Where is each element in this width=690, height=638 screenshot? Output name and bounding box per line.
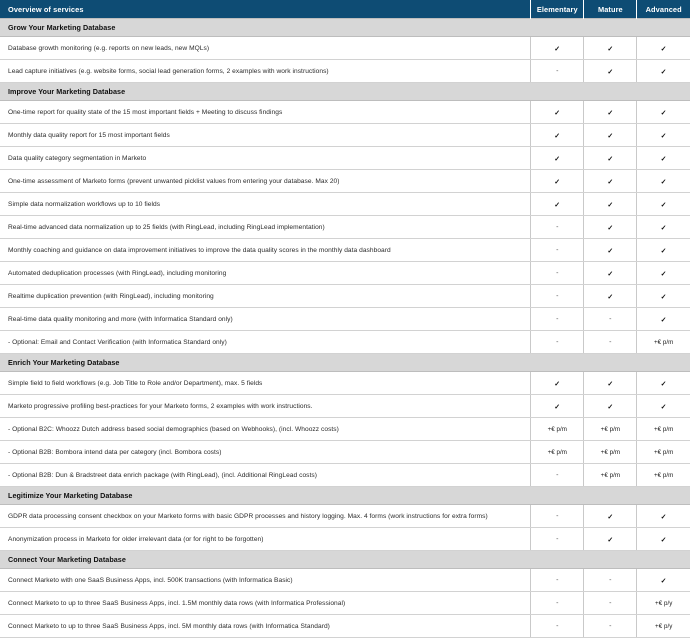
service-description: Connect Marketo with one SaaS Business Apps, incl. 500K transactions (with Informatica Basic) xyxy=(0,569,531,592)
section-title: Improve Your Marketing Database xyxy=(0,83,690,101)
table-row xyxy=(0,464,690,487)
cell-advanced: ✓ xyxy=(637,395,690,418)
section-title: Grow Your Marketing Database xyxy=(0,19,690,37)
cell-advanced: ✓ xyxy=(637,147,690,170)
cell-advanced: ✓ xyxy=(637,308,690,331)
service-description: - Optional B2B: Dun & Bradstreet data enrich package (with RingLead), (incl. Additional RingLead costs) xyxy=(0,464,531,487)
section-title: Legitimize Your Marketing Database xyxy=(0,487,690,505)
cell-mature: ✓ xyxy=(584,147,637,170)
service-description: Database growth monitoring (e.g. reports on new leads, new MQLs) xyxy=(0,37,531,60)
cell-advanced: ✓ xyxy=(637,216,690,239)
service-description: Data quality category segmentation in Marketo xyxy=(0,147,531,170)
service-description: Monthly coaching and guidance on data improvement initiatives to improve the data quality scores in the monthly data dashboard xyxy=(0,239,531,262)
table-row xyxy=(0,528,690,551)
overview-title: Overview of services xyxy=(0,0,531,19)
section-header-row xyxy=(0,19,690,37)
cell-elementary: - xyxy=(531,216,584,239)
cell-elementary: +€ p/m xyxy=(531,441,584,464)
cell-elementary: - xyxy=(531,331,584,354)
service-description: Real-time advanced data normalization up to 25 fields (with RingLead, including RingLead implementation) xyxy=(0,216,531,239)
cell-mature: ✓ xyxy=(584,262,637,285)
service-description: Realtime duplication prevention (with RingLead), including monitoring xyxy=(0,285,531,308)
service-description: Lead capture initiatives (e.g. website forms, social lead generation forms, 2 examples with work instructions) xyxy=(0,60,531,83)
cell-elementary: +€ p/m xyxy=(531,418,584,441)
cell-elementary: - xyxy=(531,592,584,615)
table-header xyxy=(0,0,690,19)
cell-advanced: ✓ xyxy=(637,170,690,193)
table-row xyxy=(0,239,690,262)
cell-elementary: - xyxy=(531,615,584,638)
cell-advanced: +€ p/m xyxy=(637,441,690,464)
table-row xyxy=(0,101,690,124)
service-description: Connect Marketo to up to three SaaS Business Apps, incl. 1.5M monthly data rows (with Informatica Professional) xyxy=(0,592,531,615)
cell-mature: ✓ xyxy=(584,505,637,528)
cell-mature: ✓ xyxy=(584,37,637,60)
cell-elementary: - xyxy=(531,239,584,262)
table-row xyxy=(0,418,690,441)
cell-elementary: ✓ xyxy=(531,395,584,418)
cell-mature: +€ p/m xyxy=(584,464,637,487)
section-header-row xyxy=(0,354,690,372)
cell-mature: ✓ xyxy=(584,239,637,262)
table-row xyxy=(0,262,690,285)
table-row xyxy=(0,193,690,216)
cell-elementary: ✓ xyxy=(531,147,584,170)
cell-mature: ✓ xyxy=(584,285,637,308)
cell-advanced: ✓ xyxy=(637,569,690,592)
table-row xyxy=(0,505,690,528)
cell-mature: ✓ xyxy=(584,124,637,147)
cell-elementary: - xyxy=(531,308,584,331)
section-title: Connect Your Marketing Database xyxy=(0,551,690,569)
cell-advanced: ✓ xyxy=(637,101,690,124)
cell-elementary: ✓ xyxy=(531,372,584,395)
cell-elementary: - xyxy=(531,569,584,592)
service-description: Marketo progressive profiling best-practices for your Marketo forms, 2 examples with work instructions. xyxy=(0,395,531,418)
cell-advanced: ✓ xyxy=(637,193,690,216)
column-header-advanced: Advanced xyxy=(637,0,690,19)
table-row xyxy=(0,569,690,592)
cell-mature: ✓ xyxy=(584,101,637,124)
table-row xyxy=(0,285,690,308)
cell-advanced: ✓ xyxy=(637,262,690,285)
table-row xyxy=(0,147,690,170)
cell-mature: ✓ xyxy=(584,170,637,193)
cell-elementary: ✓ xyxy=(531,170,584,193)
cell-advanced: +€ p/m xyxy=(637,418,690,441)
cell-mature: ✓ xyxy=(584,395,637,418)
cell-elementary: - xyxy=(531,505,584,528)
table-row xyxy=(0,37,690,60)
cell-mature: - xyxy=(584,615,637,638)
section-header-row xyxy=(0,551,690,569)
cell-mature: - xyxy=(584,331,637,354)
table-row xyxy=(0,372,690,395)
section-header-row xyxy=(0,83,690,101)
cell-elementary: ✓ xyxy=(531,101,584,124)
cell-mature: ✓ xyxy=(584,528,637,551)
cell-mature: - xyxy=(584,308,637,331)
service-description: Connect Marketo to up to three SaaS Business Apps, incl. 5M monthly data rows (with Informatica Standard) xyxy=(0,615,531,638)
column-header-mature: Mature xyxy=(584,0,637,19)
cell-elementary: - xyxy=(531,528,584,551)
table-row xyxy=(0,592,690,615)
cell-mature: ✓ xyxy=(584,216,637,239)
cell-mature: - xyxy=(584,569,637,592)
table-row xyxy=(0,331,690,354)
cell-advanced: +€ p/m xyxy=(637,464,690,487)
cell-advanced: ✓ xyxy=(637,60,690,83)
table-row xyxy=(0,441,690,464)
cell-elementary: ✓ xyxy=(531,37,584,60)
cell-advanced: ✓ xyxy=(637,124,690,147)
table-row xyxy=(0,308,690,331)
section-header-row xyxy=(0,487,690,505)
table-row xyxy=(0,60,690,83)
service-description: Real-time data quality monitoring and more (with Informatica Standard only) xyxy=(0,308,531,331)
table-row xyxy=(0,170,690,193)
table-row xyxy=(0,395,690,418)
cell-advanced: ✓ xyxy=(637,372,690,395)
table-row xyxy=(0,216,690,239)
service-description: Monthly data quality report for 15 most important fields xyxy=(0,124,531,147)
cell-advanced: +€ p/m xyxy=(637,331,690,354)
service-description: One-time assessment of Marketo forms (prevent unwanted picklist values from entering your database. Max 20) xyxy=(0,170,531,193)
cell-advanced: +€ p/y xyxy=(637,615,690,638)
section-title: Enrich Your Marketing Database xyxy=(0,354,690,372)
service-description: Simple data normalization workflows up to 10 fields xyxy=(0,193,531,216)
service-description: GDPR data processing consent checkbox on your Marketo forms with basic GDPR processes and history logging. Max. 4 forms (work instructions for extra forms) xyxy=(0,505,531,528)
cell-mature: +€ p/m xyxy=(584,418,637,441)
cell-advanced: ✓ xyxy=(637,239,690,262)
service-description: Anonymization process in Marketo for older irrelevant data (or for right to be forgotten) xyxy=(0,528,531,551)
table-row xyxy=(0,615,690,638)
table-row xyxy=(0,124,690,147)
cell-advanced: ✓ xyxy=(637,505,690,528)
cell-mature: ✓ xyxy=(584,372,637,395)
service-description: - Optional B2C: Whoozz Dutch address based social demographics (based on Webhooks), (incl. Whoozz costs) xyxy=(0,418,531,441)
cell-elementary: - xyxy=(531,464,584,487)
cell-mature: +€ p/m xyxy=(584,441,637,464)
service-description: - Optional: Email and Contact Verification (with Informatica Standard only) xyxy=(0,331,531,354)
cell-elementary: - xyxy=(531,262,584,285)
cell-advanced: ✓ xyxy=(637,528,690,551)
header-row xyxy=(0,0,690,19)
column-header-elementary: Elementary xyxy=(531,0,584,19)
service-description: Simple field to field workflows (e.g. Job Title to Role and/or Department), max. 5 fields xyxy=(0,372,531,395)
service-description: - Optional B2B: Bombora intend data per category (incl. Bombora costs) xyxy=(0,441,531,464)
cell-elementary: - xyxy=(531,285,584,308)
cell-elementary: ✓ xyxy=(531,193,584,216)
cell-elementary: ✓ xyxy=(531,124,584,147)
cell-mature: ✓ xyxy=(584,193,637,216)
table-body xyxy=(0,19,690,638)
cell-advanced: ✓ xyxy=(637,285,690,308)
cell-advanced: +€ p/y xyxy=(637,592,690,615)
cell-advanced: ✓ xyxy=(637,37,690,60)
service-description: Automated deduplication processes (with RingLead), including monitoring xyxy=(0,262,531,285)
cell-mature: ✓ xyxy=(584,60,637,83)
cell-elementary: - xyxy=(531,60,584,83)
service-description: One-time report for quality state of the 15 most important fields + Meeting to discuss findings xyxy=(0,101,531,124)
cell-mature: - xyxy=(584,592,637,615)
